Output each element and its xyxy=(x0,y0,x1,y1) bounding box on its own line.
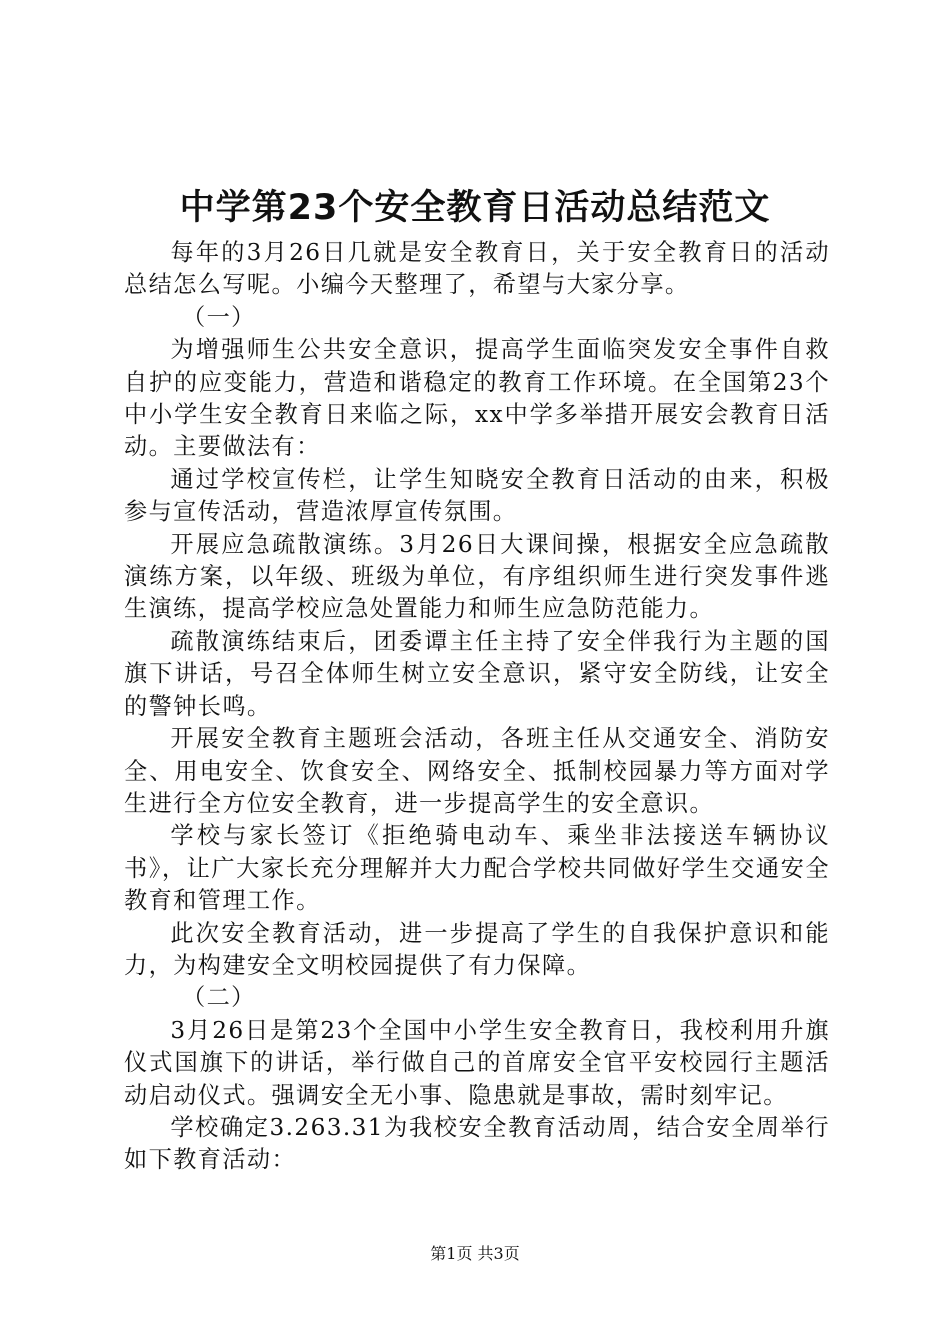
paragraph: 为增强师生公共安全意识，提高学生面临突发安全事件自救自护的应变能力，营造和谐稳定的教育工作环境。在全国第23个中小学生安全教育日来临之际，xx中学多举措开展安会教育日活动。主要做法有： xyxy=(124,336,830,461)
paragraph: 此次安全教育活动，进一步提高了学生的自我保护意识和能力，为构建安全文明校园提供了有力保障。 xyxy=(124,919,830,979)
document-body xyxy=(124,237,830,1177)
paragraph: 开展安全教育主题班会活动，各班主任从交通安全、消防安全、用电安全、饮食安全、网络安全、抵制校园暴力等方面对学生进行全方位安全教育，进一步提高学生的安全意识。 xyxy=(124,725,830,817)
paragraph: 通过学校宣传栏，让学生知晓安全教育日活动的由来，积极参与宣传活动，营造浓厚宣传氛围。 xyxy=(124,465,830,526)
section-heading-1: （一） xyxy=(181,303,256,331)
paragraph-intro: 每年的3月26日几就是安全教育日，关于安全教育日的活动总结怎么写呢。小编今天整理了，希望与大家分享。 xyxy=(124,239,830,299)
paragraph: 疏散演练结束后，团委谭主任主持了安全伴我行为主题的国旗下讲话，号召全体师生树立安全意识，紧守安全防线，让安全的警钟长鸣。 xyxy=(124,627,830,720)
paragraph: 学校与家长签订《拒绝骑电动车、乘坐非法接送车辆协议书》，让广大家长充分理解并大力配合学校共同做好学生交通安全教育和管理工作。 xyxy=(124,822,830,915)
paragraph: 学校确定3.263.31为我校安全教育活动周，结合安全周举行如下教育活动： xyxy=(124,1113,830,1174)
page-footer: 第1页 共3页 xyxy=(430,1244,520,1263)
paragraph: 开展应急疏散演练。3月26日大课间操，根据安全应急疏散演练方案，以年级、班级为单位，有序组织师生进行突发事件逃生演练，提高学校应急处置能力和师生应急防范能力。 xyxy=(124,530,830,623)
section-heading-2: （二） xyxy=(181,984,256,1012)
document-title: 中学第23个安全教育日活动总结范文 xyxy=(179,188,771,228)
paragraph: 3月26日是第23个全国中小学生安全教育日，我校利用升旗仪式国旗下的讲话，举行做自己的首席安全官平安校园行主题活动启动仪式。强调安全无小事、隐患就是事故，需时刻牢记。 xyxy=(124,1016,830,1109)
